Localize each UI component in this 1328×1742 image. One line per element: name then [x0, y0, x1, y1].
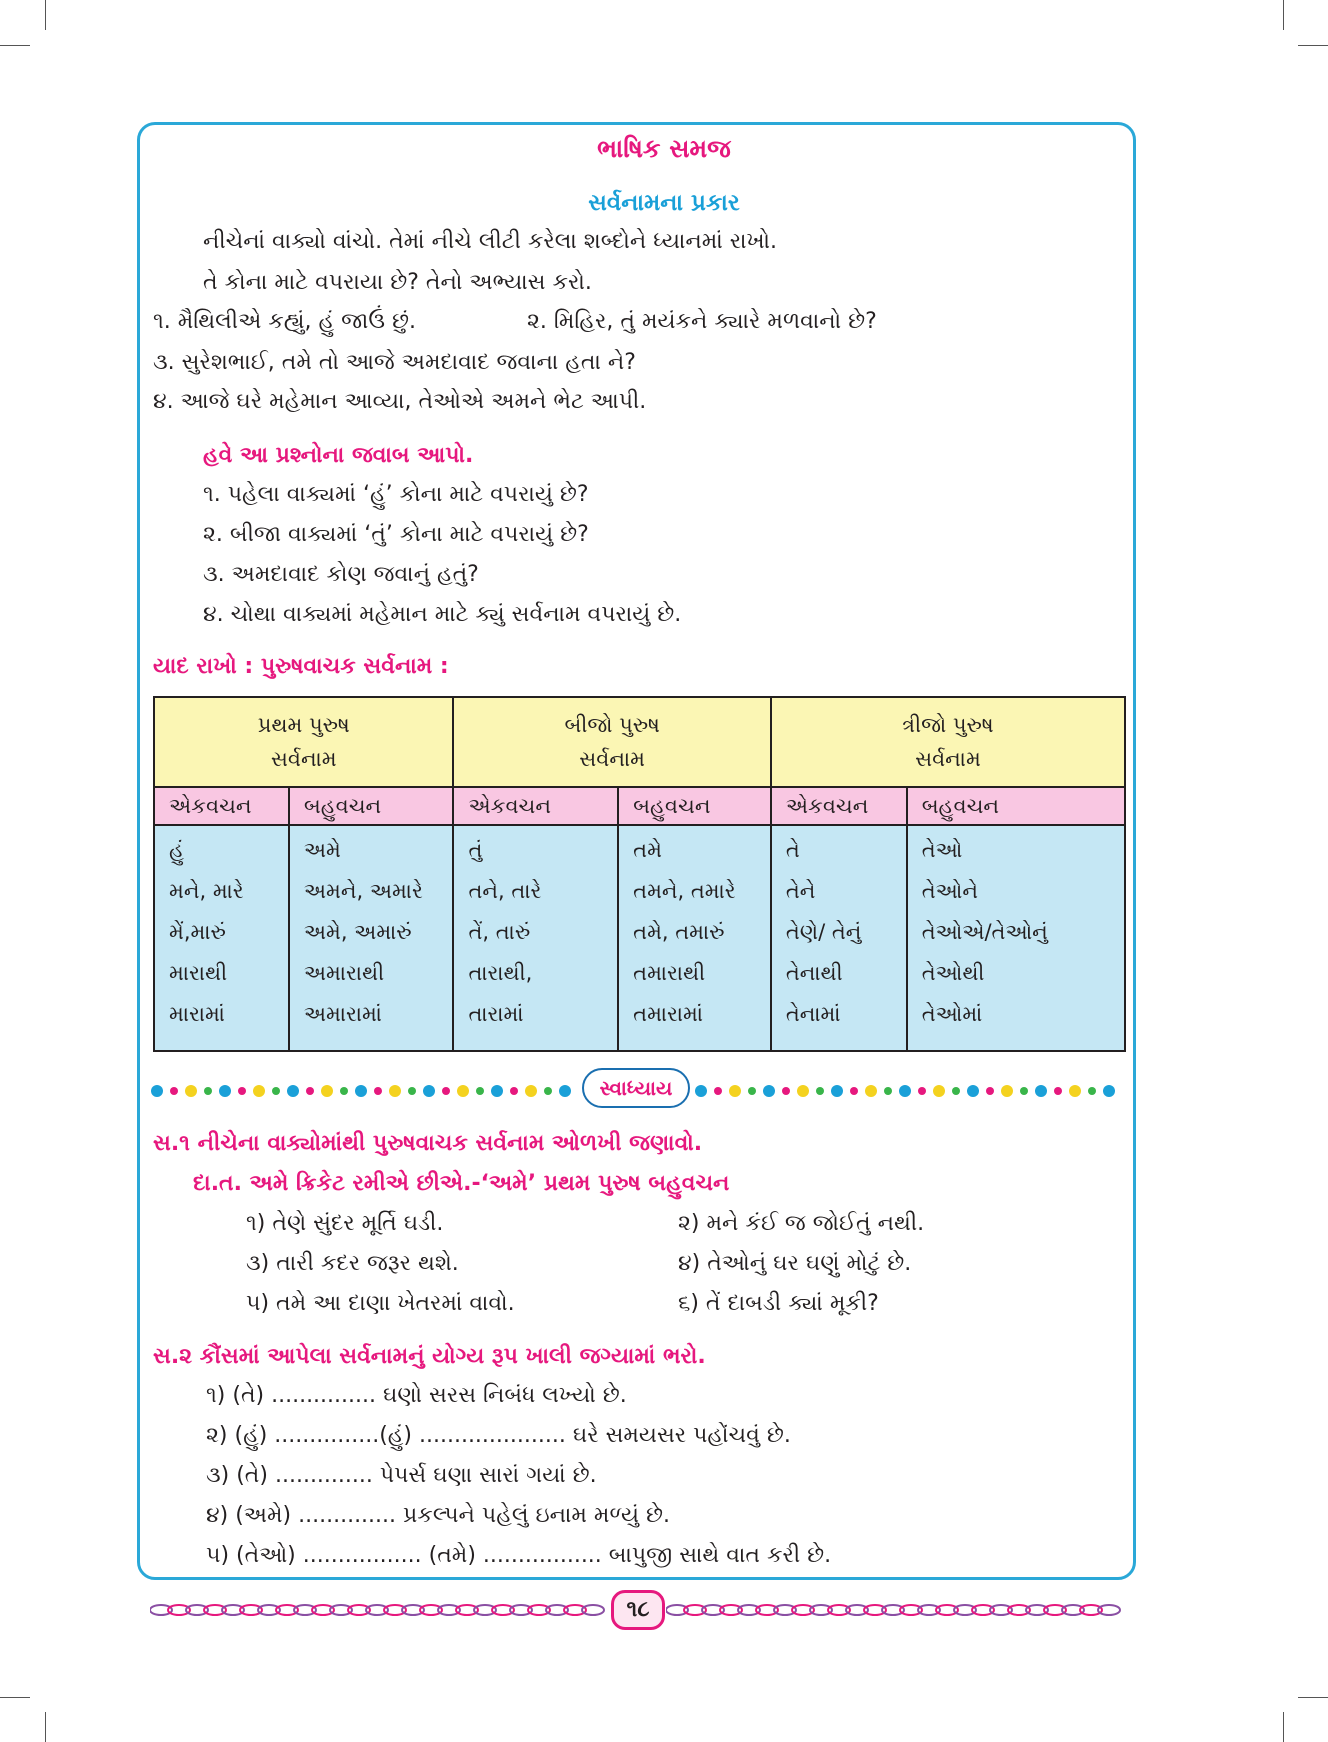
decorative-dot [952, 1087, 960, 1095]
decorative-dot [525, 1085, 537, 1097]
decorative-dot [729, 1085, 741, 1097]
decorative-dot [272, 1087, 280, 1095]
decorative-dot [763, 1085, 775, 1097]
decorative-dot [1001, 1085, 1013, 1097]
decorative-dot [374, 1087, 382, 1095]
decorative-dot [423, 1085, 435, 1097]
decorative-dot-border-left [150, 1083, 580, 1099]
table-column-cell: તેઓ તેઓને તેઓએ/તેઓનું તેઓથી તેઓમાં [907, 825, 1125, 1051]
crop-mark [45, 0, 46, 30]
sentence-2: ૨. મિહિર, તું મયંકને ક્યારે મળવાનો છે? [527, 309, 877, 334]
crop-mark [1298, 1697, 1328, 1698]
decorative-dot [306, 1087, 314, 1095]
exercise-1-item: ૬) તેં દાબડી ક્યાં મૂકી? [678, 1291, 879, 1316]
sub-header-singular: એકવચન [771, 787, 907, 825]
exercise-1-item: ૨) મને કંઈ જ જોઈતું નથી. [678, 1211, 925, 1236]
decorative-dot [408, 1087, 416, 1095]
decorative-dot [476, 1087, 484, 1095]
decorative-dot [850, 1087, 858, 1095]
decorative-dot [1088, 1087, 1096, 1095]
exercise-2-item: ૪) (અમે) .............. પ્રકલ્પને પહેલું ઇનામ મળ્યું છે. [206, 1503, 670, 1528]
decorative-dot [389, 1085, 401, 1097]
exercise-2-item: ૧) (તે) ............... ઘણો સરસ નિબંધ લખ્યો છે. [206, 1383, 627, 1408]
question-item: ૪. ચોથા વાક્યમાં મહેમાન માટે ક્યું સર્વનામ વપરાયું છે. [203, 602, 682, 627]
exercise-1-item: ૩) તારી કદર જરૂર થશે. [246, 1251, 459, 1276]
decorative-dot [544, 1087, 552, 1095]
decorative-dot [695, 1085, 707, 1097]
table-column-cell: તમે તમને, તમારે તમે, તમારું તમારાથી તમારામાં [618, 825, 771, 1051]
sub-header-plural: બહુવચન [618, 787, 771, 825]
swadhyay-badge: સ્વાધ્યાય [582, 1068, 690, 1108]
pronoun-table [153, 696, 1126, 1052]
crop-mark [0, 1697, 30, 1698]
decorative-dot [442, 1087, 450, 1095]
decorative-dot [782, 1087, 790, 1095]
decorative-dot [185, 1085, 197, 1097]
section-subtitle: સર્વનામના પ્રકાર [588, 190, 740, 216]
decorative-dot [884, 1087, 892, 1095]
decorative-dot [1020, 1087, 1028, 1095]
decorative-dot [933, 1085, 945, 1097]
group-header-third-person: ત્રીજો પુરુષ સર્વનામ [771, 697, 1125, 787]
group-header-first-person: પ્રથમ પુરુષ સર્વનામ [154, 697, 453, 787]
decorative-dot [204, 1087, 212, 1095]
page-title: ભાષિક સમજ [597, 134, 731, 163]
decorative-dot [355, 1085, 367, 1097]
decorative-dot [219, 1085, 231, 1097]
crop-mark [1298, 45, 1328, 46]
exercise-1-item: ૫) તમે આ દાણા ખેતરમાં વાવો. [246, 1291, 515, 1316]
decorative-dot [797, 1085, 809, 1097]
question-item: ૧. પહેલા વાક્યમાં ‘હું’ કોના માટે વપરાયું છે? [203, 482, 589, 507]
remember-heading: યાદ રાખો : પુરુષવાચક સર્વનામ : [153, 654, 449, 679]
crop-mark [45, 1712, 46, 1742]
exercise-2-item: ૫) (તેઓ) ................. (તમે) ................. બાપુજી સાથે વાત કરી છે. [206, 1543, 832, 1568]
intro-line-1: નીચેનાં વાક્યો વાંચો. તેમાં નીચે લીટી કરેલા શબ્દોને ધ્યાનમાં રાખો. [203, 229, 778, 254]
sentence-3: ૩. સુરેશભાઈ, તમે તો આજે અમદાવાદ જવાના હતા ને? [153, 350, 636, 375]
table-column-cell: હું મને, મારે મેં,મારું મારાથી મારામાં [154, 825, 289, 1051]
decorative-dot [1103, 1085, 1115, 1097]
exercise-2-item: ૨) (હું) ...............(હું) ..................... ઘરે સમયસર પહોંચવું છે. [206, 1423, 791, 1448]
crop-mark [1283, 1712, 1284, 1742]
crop-mark [0, 45, 30, 46]
table-column-cell: તું તને, તારે તેં, તારું તારાથી, તારામાં [453, 825, 618, 1051]
decorative-dot [1054, 1087, 1062, 1095]
decorative-dot [748, 1087, 756, 1095]
decorative-dot [967, 1085, 979, 1097]
decorative-dot [559, 1085, 571, 1097]
question-item: ૨. બીજા વાક્યમાં ‘તું’ કોના માટે વપરાયું છે? [203, 522, 589, 547]
decorative-dot [151, 1085, 163, 1097]
intro-line-2: તે કોના માટે વપરાયા છે? તેનો અભ્યાસ કરો. [203, 270, 592, 295]
questions-heading: હવે આ પ્રશ્નોના જવાબ આપો. [203, 443, 474, 468]
decorative-dot-border-right [694, 1083, 1126, 1099]
decorative-chain-left [150, 1600, 610, 1620]
decorative-dot [238, 1087, 246, 1095]
exercise-1-item: ૧) તેણે સુંદર મૂર્તિ ઘડી. [246, 1211, 444, 1236]
sentence-1: ૧. મૈથિલીએ કહ્યું, હું જાઉં છું. [153, 309, 416, 334]
page-number: ૧૮ [611, 1590, 665, 1630]
decorative-dot [253, 1085, 265, 1097]
decorative-chain-right [666, 1600, 1128, 1620]
sentence-4: ૪. આજે ઘરે મહેમાન આવ્યા, તેઓએ અમને ભેટ આપી. [153, 389, 647, 414]
decorative-dot [816, 1087, 824, 1095]
decorative-dot [287, 1085, 299, 1097]
exercise-1-example: દા.ત. અમે ક્રિકેટ રમીએ છીએ.-‘અમે’ પ્રથમ પુરુષ બહુવચન [193, 1171, 730, 1196]
crop-mark [1283, 0, 1284, 30]
sub-header-singular: એકવચન [154, 787, 289, 825]
decorative-dot [899, 1085, 911, 1097]
decorative-dot [865, 1085, 877, 1097]
table-column-cell: અમે અમને, અમારે અમે, અમારું અમારાથી અમારામાં [289, 825, 454, 1051]
decorative-dot [170, 1087, 178, 1095]
exercise-1-title: સ.૧ નીચેના વાક્યોમાંથી પુરુષવાચક સર્વનામ ઓળખી જણાવો. [153, 1131, 703, 1156]
decorative-dot [831, 1085, 843, 1097]
decorative-dot [340, 1087, 348, 1095]
decorative-dot [1069, 1085, 1081, 1097]
decorative-dot [491, 1085, 503, 1097]
sub-header-plural: બહુવચન [907, 787, 1125, 825]
sub-header-plural: બહુવચન [289, 787, 454, 825]
table-column-cell: તે તેને તેણે/ તેનું તેનાથી તેનામાં [771, 825, 907, 1051]
decorative-dot [986, 1087, 994, 1095]
decorative-dot [714, 1087, 722, 1095]
exercise-2-item: ૩) (તે) .............. પેપર્સ ઘણા સારાં ગયાં છે. [206, 1463, 597, 1488]
group-header-second-person: બીજો પુરુષ સર્વનામ [453, 697, 770, 787]
decorative-dot [321, 1085, 333, 1097]
question-item: ૩. અમદાવાદ કોણ જવાનું હતું? [203, 562, 479, 587]
sub-header-singular: એકવચન [453, 787, 618, 825]
decorative-dot [457, 1085, 469, 1097]
exercise-2-title: સ.૨ કૌંસમાં આપેલા સર્વનામનું યોગ્ય રૂપ ખાલી જગ્યામાં ભરો. [153, 1344, 706, 1369]
decorative-dot [1035, 1085, 1047, 1097]
exercise-1-item: ૪) તેઓનું ઘર ઘણું મોટું છે. [678, 1251, 912, 1276]
decorative-dot [918, 1087, 926, 1095]
decorative-dot [510, 1087, 518, 1095]
